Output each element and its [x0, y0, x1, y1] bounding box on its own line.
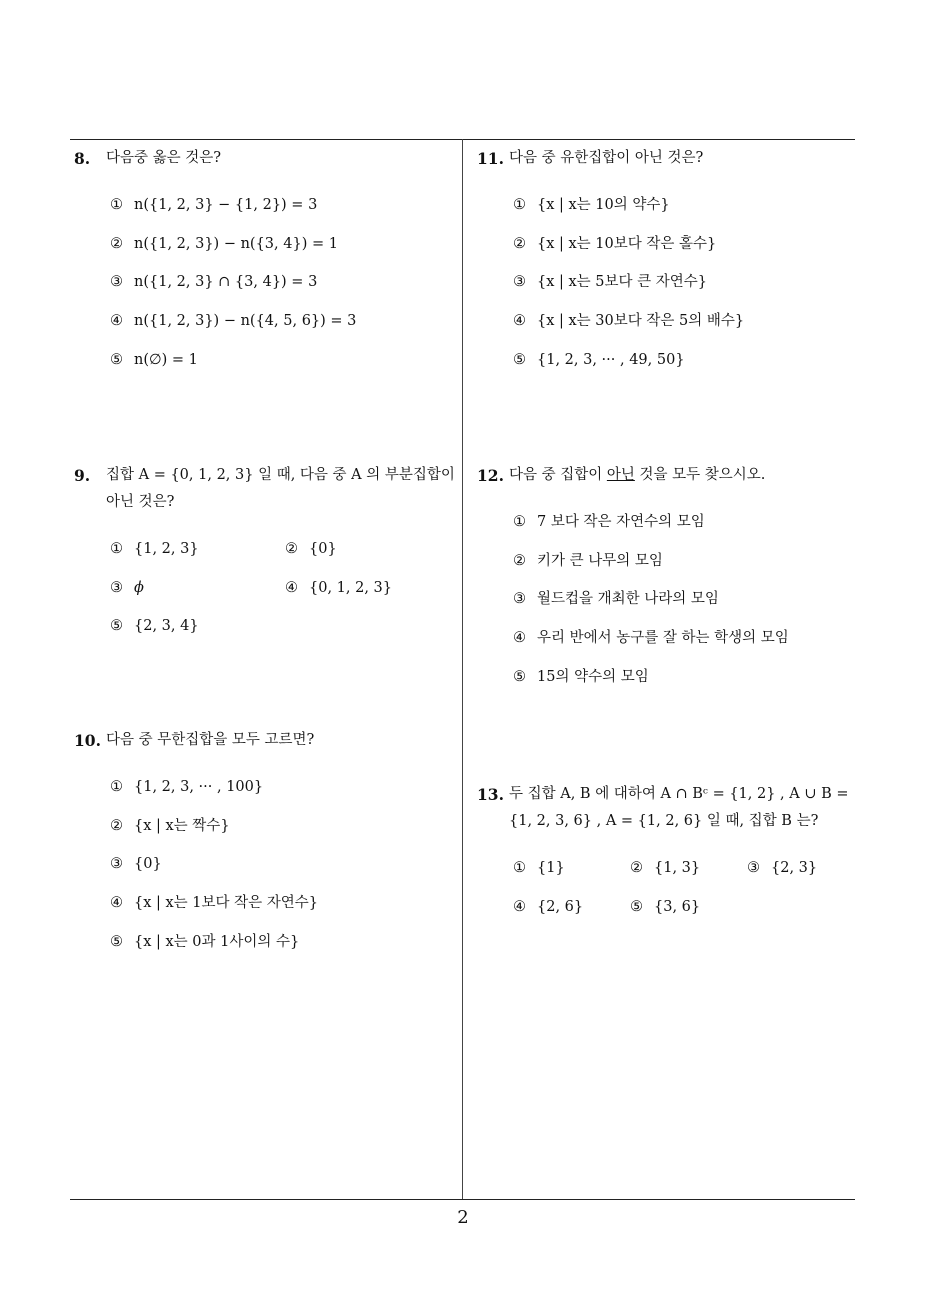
question-9	[74, 462, 456, 640]
choice-4[interactable]: ④ {x | x는 30보다 작은 5의 배수}	[513, 313, 745, 330]
choice-5[interactable]: ⑤ {2, 3, 4}	[110, 618, 199, 635]
choice-list	[74, 774, 454, 967]
choice-2[interactable]: ② {x | x는 짝수}	[110, 817, 230, 834]
choice-4[interactable]: ④ {2, 6}	[513, 898, 584, 915]
choice-1[interactable]: ① n({1, 2, 3} − {1, 2}) = 3	[110, 197, 318, 213]
choice-2[interactable]: ② 키가 큰 나무의 모임	[513, 552, 663, 569]
choice-1[interactable]: ① {1, 2, 3}	[110, 541, 199, 557]
choice-2[interactable]: ② {0}	[285, 541, 337, 557]
choice-1[interactable]: ① 7 보다 작은 자연수의 모임	[513, 514, 705, 530]
choice-5[interactable]: ⑤ {1, 2, 3, ··· , 49, 50}	[513, 351, 685, 368]
choice-4[interactable]: ④ {0, 1, 2, 3}	[285, 579, 393, 596]
bottom-rule	[70, 1199, 855, 1200]
question-12	[477, 462, 857, 702]
choice-4[interactable]: ④ n({1, 2, 3}) − n({4, 5, 6}) = 3	[110, 313, 357, 330]
column-divider	[462, 139, 463, 1199]
question-number: 11.	[477, 149, 504, 168]
question-text: 다음중 옳은 것은?	[106, 150, 222, 166]
choice-3[interactable]: ③ {2, 3}	[747, 860, 818, 876]
question-10	[74, 727, 454, 967]
choice-list	[74, 192, 454, 385]
page-number: 2	[457, 1207, 469, 1228]
choice-3[interactable]: ③ n({1, 2, 3} ∩ {3, 4}) = 3	[110, 274, 318, 291]
question-number: 12.	[477, 466, 504, 485]
choice-list	[477, 192, 857, 385]
choice-3[interactable]: ③ 월드컵을 개최한 나라의 모임	[513, 591, 719, 608]
choice-4[interactable]: ④ {x | x는 1보다 작은 자연수}	[110, 895, 319, 912]
question-text: 다음 중 집합이 아닌 것을 모두 찾으시오.	[509, 467, 766, 483]
question-number: 10.	[74, 731, 101, 750]
choice-list	[74, 536, 456, 640]
question-8	[74, 145, 454, 385]
choice-2[interactable]: ② {1, 3}	[630, 860, 701, 876]
question-text: 다음 중 유한집합이 아닌 것은?	[509, 150, 704, 166]
choice-3[interactable]: ③ {0}	[110, 856, 162, 873]
question-13	[477, 781, 861, 921]
question-11	[477, 145, 857, 385]
choice-3[interactable]: ③ {x | x는 5보다 큰 자연수}	[513, 274, 708, 291]
choice-list	[477, 855, 861, 921]
question-number: 13.	[477, 785, 504, 804]
choice-5[interactable]: ⑤ 15의 약수의 모임	[513, 668, 649, 685]
choice-1[interactable]: ① {1}	[513, 860, 565, 876]
question-number: 9.	[74, 466, 91, 485]
choice-5[interactable]: ⑤ {x | x는 0과 1사이의 수}	[110, 933, 300, 950]
choice-3[interactable]: ③ ϕ	[110, 579, 144, 596]
question-number: 8.	[74, 149, 91, 168]
choice-5[interactable]: ⑤ n(∅) = 1	[110, 351, 198, 368]
choice-5[interactable]: ⑤ {3, 6}	[630, 898, 701, 915]
question-text: 집합 A = {0, 1, 2, 3} 일 때, 다음 중 A 의 부분집합이 아닌 것은?	[106, 467, 455, 510]
choice-1[interactable]: ① {1, 2, 3, ··· , 100}	[110, 779, 264, 795]
choice-2[interactable]: ② {x | x는 10보다 작은 홀수}	[513, 235, 717, 252]
choice-2[interactable]: ② n({1, 2, 3}) − n({3, 4}) = 1	[110, 235, 338, 252]
choice-list	[477, 509, 857, 702]
question-text: 다음 중 무한집합을 모두 고르면?	[106, 732, 315, 748]
choice-1[interactable]: ① {x | x는 10의 약수}	[513, 197, 670, 213]
question-text: 두 집합 A, B 에 대하여 A ∩ Bᶜ = {1, 2} , A ∪ B = {1, 2, 3, 6} , A = {1, 2, 6} 일 때, 집합 B 는?	[509, 786, 849, 829]
choice-4[interactable]: ④ 우리 반에서 농구를 잘 하는 학생의 모임	[513, 630, 789, 647]
underlined-word: 아닌	[606, 467, 635, 483]
